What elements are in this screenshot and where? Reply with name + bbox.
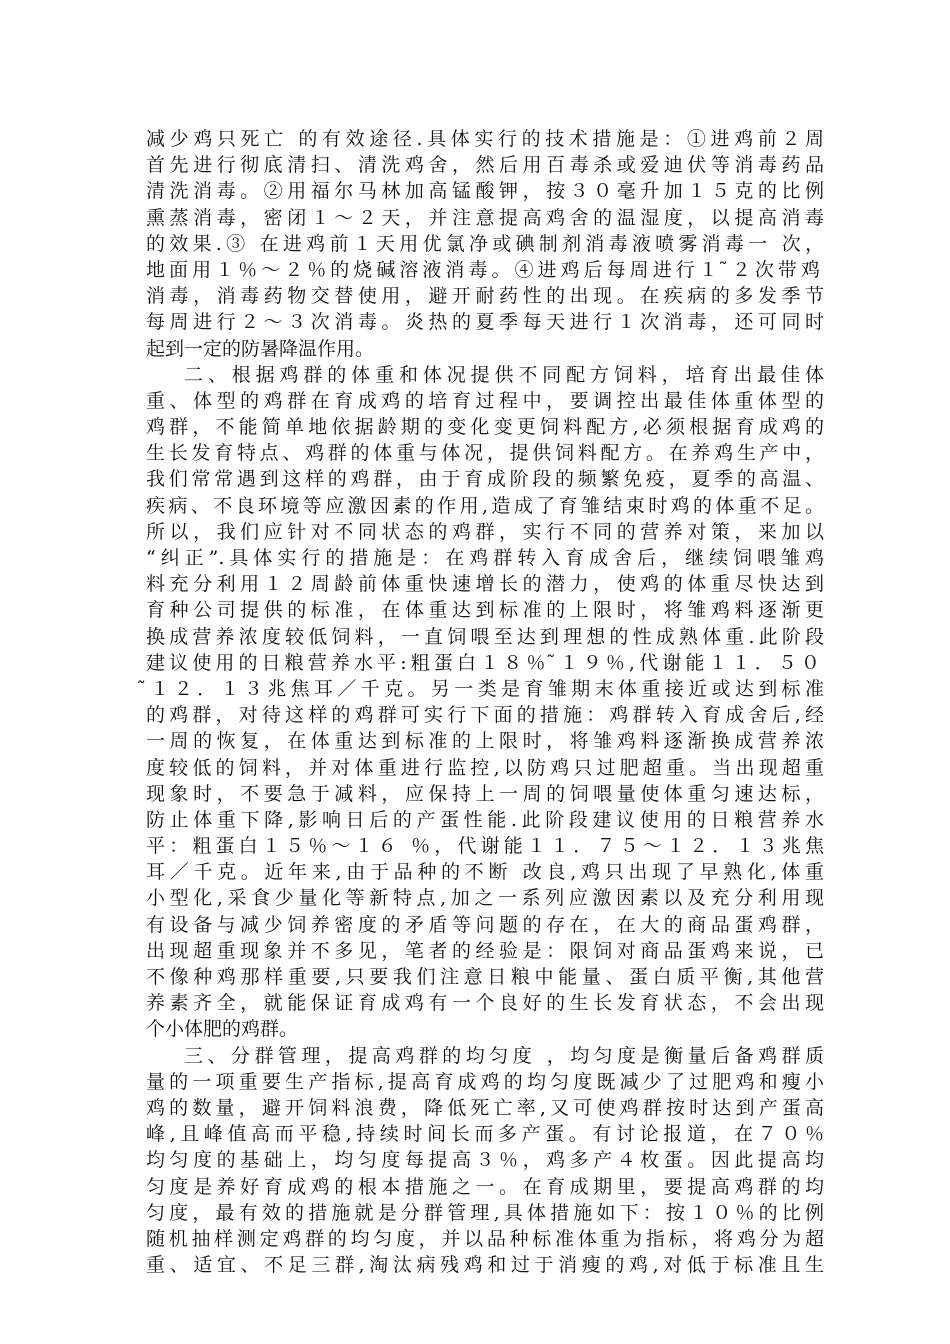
paragraph-1	[146, 126, 824, 362]
text-line: 鸡的数量，避开饲料浪费，降低死亡率,又可使鸡群按时达到产蛋高	[146, 1096, 824, 1119]
text-line: 现象时，不要急于减料，应保持上一周的饲喂量使体重匀速达标，	[146, 782, 824, 805]
text-line: 个小体肥的鸡群。	[146, 1018, 299, 1041]
text-line: 的效果.③ 在进鸡前１天用优氯净或碘制剂消毒液喷雾消毒一 次，	[146, 232, 824, 255]
text-line: 熏蒸消毒，密闭１～２天，并注意提高鸡舍的温湿度，以提高消毒	[146, 206, 824, 229]
text-line: 平：粗蛋白１５％～１６ ％，代谢能１１．７５～１２．１３兆焦	[146, 835, 824, 858]
text-line: 减少鸡只死亡 的有效途径.具体实行的技术措施是：①进鸡前２周	[146, 128, 824, 150]
document-page	[146, 126, 824, 1278]
paragraph-3	[146, 1043, 824, 1279]
text-line: 消毒，消毒药物交替使用，避开耐药性的出现。在疾病的多发季节	[146, 285, 824, 308]
text-line: 育种公司提供的标准，在体重达到标准的上限时，将雏鸡料逐渐更	[146, 599, 824, 622]
text-line: 换成营养浓度较低饲料，一直饲喂至达到理想的性成熟体重.此阶段	[146, 625, 824, 648]
text-line: 我们常常遇到这样的鸡群，由于育成阶段的频繁免疫，夏季的高温、	[146, 468, 824, 491]
text-line: 三、分群管理，提高鸡群的均匀度 ，均匀度是衡量后备鸡群质	[184, 1044, 824, 1067]
text-line: 量的一项重要生产指标,提高育成鸡的均匀度既减少了过肥鸡和瘦小	[146, 1070, 824, 1093]
text-line: 鸡群，不能简单地依据龄期的变化变更饲料配方,必须根据育成鸡的	[146, 416, 824, 439]
text-line: 匀度是养好育成鸡的根本措施之一。在育成期里，要提高鸡群的均	[146, 1175, 824, 1198]
text-line: 地面用１％～２％的烧碱溶液消毒。④进鸡后每周进行１ ̃２次带鸡	[146, 258, 824, 281]
text-line: 的鸡群，对待这样的鸡群可实行下面的措施：鸡群转入育成舍后,经	[146, 704, 824, 727]
text-line: 二、根据鸡群的体重和体况提供不同配方饲料，培育出最佳体	[184, 363, 824, 386]
text-line: 峰,且峰值高而平稳,持续时间长而多产蛋。有讨论报道，在７０％	[146, 1123, 824, 1146]
text-line: 防止体重下降,影响日后的产蛋性能.此阶段建议使用的日粮营养水	[146, 808, 824, 831]
text-line: 首先进行彻底清扫、清洗鸡舍，然后用百毒杀或爱迪伏等消毒药品	[146, 154, 824, 177]
text-line: 料充分利用１２周龄前体重快速增长的潜力，使鸡的体重尽快达到	[146, 573, 824, 596]
text-line: “纠正”.具体实行的措施是：在鸡群转入育成舍后，继续饲喂雏鸡	[146, 547, 824, 569]
text-line: 出现超重现象并不多见，笔者的经验是：限饲对商品蛋鸡来说，已	[146, 939, 824, 962]
text-line: 重、适宜、不足三群,淘汰病残鸡和过于消瘦的鸡,对低于标准且生	[146, 1254, 824, 1277]
text-line: 度较低的饲料，并对体重进行监控,以防鸡只过肥超重。当出现超重	[146, 756, 824, 779]
text-line: 所以，我们应针对不同状态的鸡群，实行不同的营养对策，来加以	[146, 520, 824, 543]
text-line: 有设备与减少饲养密度的矛盾等问题的存在，在大的商品蛋鸡群，	[146, 913, 824, 936]
text-line: 起到一定的防暑降温作用。	[146, 337, 375, 360]
paragraph-2	[146, 362, 824, 1043]
text-line: 清洗消毒。②用福尔马林加高锰酸钾，按３０毫升加１５克的比例	[146, 180, 824, 203]
text-line: 每周进行２～３次消毒。炎热的夏季每天进行１次消毒，还可同时	[146, 311, 824, 334]
text-line: 小型化,采食少量化等新特点,加之一系列应激因素以及充分利用现	[146, 887, 824, 910]
text-line: 一周的恢复，在体重达到标准的上限时，将雏鸡料逐渐换成营养浓	[146, 730, 824, 753]
text-line: 建议使用的日粮营养水平:粗蛋白１８％ ̃１９％,代谢能１１．５０	[146, 651, 824, 674]
text-line: ̃１２．１３兆焦耳／千克。另一类是育雏期末体重接近或达到标准	[146, 677, 824, 700]
text-line: 匀度，最有效的措施就是分群管理,具体措施如下：按１０％的比例	[146, 1201, 824, 1224]
text-line: 重、体型的鸡群在育成鸡的培育过程中，要调控出最佳体重体型的	[146, 389, 824, 412]
text-line: 随机抽样测定鸡群的均匀度，并以品种标准体重为指标，将鸡分为超	[146, 1227, 824, 1250]
text-line: 均匀度的基础上，均匀度每提高３％，鸡多产４枚蛋。因此提高均	[146, 1149, 824, 1172]
text-line: 疾病、不良环境等应激因素的作用,造成了育雏结束时鸡的体重不足。	[146, 494, 824, 517]
text-line: 生长发育特点、鸡群的体重与体况，提供饲料配方。在养鸡生产中，	[146, 442, 824, 465]
text-line: 不像种鸡那样重要,只要我们注意日粮中能量、蛋白质平衡,其他营	[146, 966, 824, 988]
text-line: 耳／千克。近年来,由于品种的不断 改良,鸡只出现了早熟化,体重	[146, 861, 824, 884]
text-line: 养素齐全，就能保证育成鸡有一个良好的生长发育状态，不会出现	[146, 992, 824, 1015]
